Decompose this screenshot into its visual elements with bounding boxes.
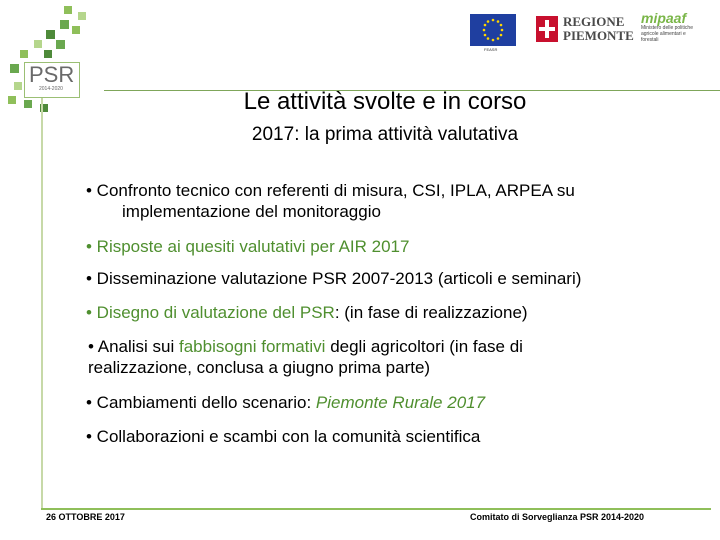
logo-square: [72, 26, 80, 34]
slide-subtitle: 2017: la prima attività valutativa: [251, 124, 519, 145]
slide-title: Le attività svolte e in corso: [243, 88, 527, 115]
logo-square: [44, 50, 52, 58]
logo-square: [10, 64, 19, 73]
regione-shield-icon: [536, 16, 558, 42]
bullet-item: [86, 268, 686, 289]
bullet-text: • Cambiamenti dello scenario:: [86, 393, 316, 412]
bullet-item: [86, 392, 686, 413]
bullet-text-cont: implementazione del monitoraggio: [122, 202, 381, 221]
bullet-item: [86, 236, 686, 257]
footer-committee: Comitato di Sorveglianza PSR 2014-2020: [470, 512, 645, 522]
bullet-item: [86, 180, 686, 222]
bullet-text-highlight: Piemonte Rurale 2017: [315, 393, 486, 412]
bullet-text-highlight: fabbisogni formativi: [179, 337, 326, 356]
bullet-text-highlight: • Disegno di valutazione del PSR: [86, 303, 335, 322]
psr-logo-text: PSR: [29, 62, 75, 87]
bullet-text: : (in fase di realizzazione): [334, 303, 528, 322]
logo-square: [20, 50, 28, 58]
bullet-text: • Confronto tecnico con referenti di misura, CSI, IPLA, ARPEA su: [86, 181, 575, 200]
logo-square: [56, 40, 65, 49]
footer-date: 26 OTTOBRE 2017: [46, 512, 125, 522]
bullet-item: [86, 302, 686, 323]
bullet-text: • Risposte ai quesiti valutativi per AIR 2017: [86, 237, 410, 256]
logo-square: [78, 12, 86, 20]
psr-logo-years: 2014-2020: [39, 86, 63, 92]
eu-caption: FEASR: [484, 47, 498, 52]
mipaaf-logo: [641, 11, 693, 43]
bullet-item: [86, 426, 686, 447]
logo-square: [34, 40, 42, 48]
logo-square: [46, 30, 55, 39]
bullet-text: • Analisi sui: [88, 337, 179, 356]
mipaaf-title: mipaaf: [641, 10, 687, 26]
eu-flag-icon: [470, 14, 516, 46]
regione-piemonte-logo: [536, 14, 634, 48]
regione-line1: REGIONE: [563, 14, 625, 29]
bullet-text: • Disseminazione valutazione PSR 2007-2013 (articoli e seminari): [86, 269, 582, 288]
logo-square: [60, 20, 69, 29]
bullet-item: [88, 336, 688, 378]
bullet-text: • Collaborazioni e scambi con la comunità scientifica: [86, 427, 481, 446]
footer-rule: [41, 508, 711, 510]
mipaaf-subtitle: Ministero delle politiche agricole alimentari e forestali: [641, 25, 693, 43]
regione-line2: PIEMONTE: [563, 28, 634, 43]
regione-text: [563, 15, 634, 43]
left-rule: [41, 98, 43, 508]
bullet-text-cont: realizzazione, conclusa a giugno prima parte): [88, 358, 431, 377]
logo-square: [64, 6, 72, 14]
bullet-text: degli agricoltori (in fase di: [325, 337, 523, 356]
